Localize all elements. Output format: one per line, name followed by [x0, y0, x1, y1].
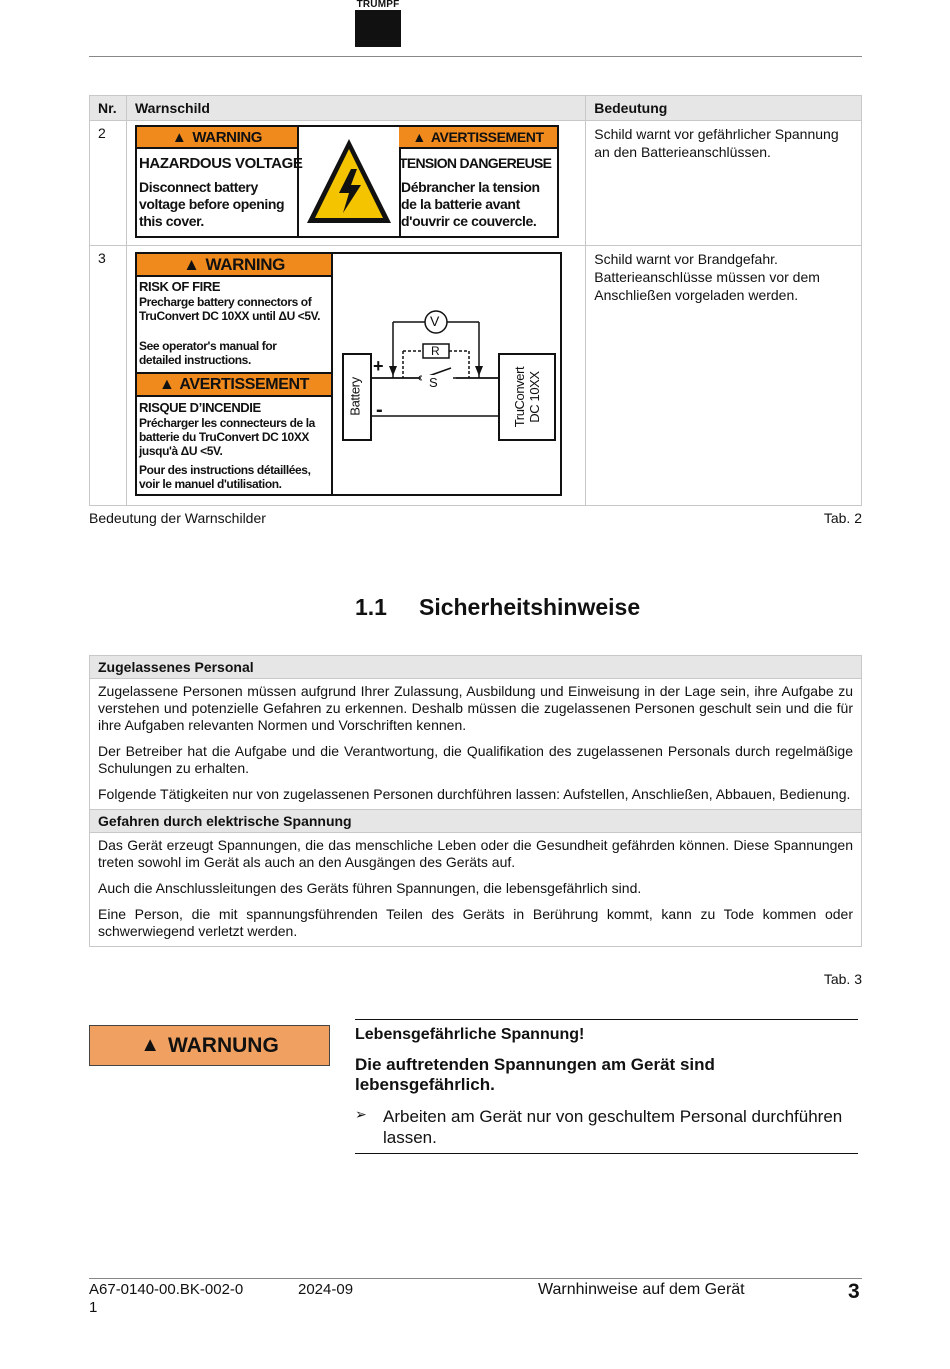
voltmeter-label: V	[430, 313, 439, 329]
footer-divider	[89, 1278, 862, 1279]
sign-fr-title-bar: ▲ AVERTISSEMENT	[399, 127, 557, 149]
hazardous-voltage-sign	[135, 125, 559, 238]
sign-en-heading: HAZARDOUS VOLTAGE	[139, 155, 303, 172]
switch-label: S	[429, 375, 438, 390]
trumpf-logo	[355, 10, 401, 47]
personal-text	[90, 679, 862, 810]
column-header-bedeutung: Bedeutung	[586, 96, 862, 121]
warning-action: Arbeiten am Gerät nur von geschultem Personal durchführen lassen.	[383, 1107, 843, 1147]
sign-fr-heading: TENSION DANGEREUSE	[399, 155, 552, 171]
precharge-diagram	[331, 254, 562, 494]
column-header-nr: Nr.	[90, 96, 127, 121]
minus-label: -	[376, 399, 383, 421]
warning-triangle-icon: ▲	[158, 375, 175, 393]
table3-number: Tab. 3	[823, 971, 862, 987]
chapter-title: Warnhinweise auf dem Gerät	[538, 1281, 745, 1298]
page-number: 3	[848, 1280, 860, 1303]
voltage-text	[90, 833, 862, 947]
warning-label: WARNUNG	[167, 1033, 279, 1057]
doc-number: A67-0140-00.BK-002-01	[89, 1281, 244, 1316]
resistor-label: R	[431, 344, 440, 358]
warning-subtitle: Die auftretenden Spannungen am Gerät sind lebensgefährlich.	[355, 1055, 715, 1094]
warning-top-rule	[355, 1019, 858, 1020]
section-heading	[355, 594, 640, 621]
device-label: TruConvert DC 10XX	[512, 366, 542, 428]
sign-en-text: Disconnect battery voltage before opening this cover.	[139, 179, 285, 229]
subheading-personal: Zugelassenes Personal	[90, 656, 862, 679]
sign-fr-text1: Précharger les connecteurs de la batterie du TruConvert DC 10XX jusqu'à ΔU <5V.	[139, 416, 315, 458]
sign-symbol-panel	[297, 127, 401, 236]
electric-hazard-icon	[299, 127, 399, 236]
trumpf-logo-text: TRUMPF	[356, 0, 400, 10]
safety-table	[89, 655, 862, 947]
row-meaning: Schild warnt vor gefährlicher Spannung an den Batterieanschlüssen.	[586, 121, 862, 246]
warning-triangle-icon: ▲	[183, 254, 200, 274]
risk-of-fire-sign	[135, 252, 562, 496]
column-header-warnschild: Warnschild	[126, 96, 585, 121]
subheading-voltage: Gefahren durch elektrische Spannung	[90, 810, 862, 833]
sign-en-title-bar: ▲ WARNING	[137, 254, 331, 277]
paragraph: Das Gerät erzeugt Spannungen, die das menschliche Leben oder die Gesundheit gefährden können. Diese Spannungen treten sowohl im Gerät als auch an den Ausgängen des Geräts auf.	[98, 837, 853, 870]
warning-title: Lebensgefährliche Spannung!	[355, 1026, 585, 1043]
table2-number: Tab. 2	[823, 510, 862, 526]
sign-fr-title-bar: ▲ AVERTISSEMENT	[137, 372, 331, 397]
warning-label-box	[89, 1025, 330, 1066]
header-divider	[89, 56, 862, 57]
sign-fr-text: Débrancher la tension de la batterie avant d'ouvrir ce couvercle.	[401, 179, 540, 229]
warning-triangle-icon: ▲	[140, 1034, 160, 1056]
row-number: 3	[90, 246, 127, 506]
plus-label: +	[373, 356, 384, 376]
paragraph: Eine Person, die mit spannungsführenden Teilen des Geräts in Berührung kommt, kann zu Tode kommen oder schwerwiegend verletzt werden.	[98, 906, 853, 939]
warning-triangle-icon: ▲	[171, 128, 187, 146]
warning-triangle-icon: ▲	[412, 129, 426, 145]
warning-bottom-rule	[355, 1153, 858, 1154]
sign-en-heading: RISK OF FIRE	[139, 279, 221, 294]
paragraph: Folgende Tätigkeiten nur von zugelassenen Personen durchführen lassen: Aufstellen, Anschließen, Abbauen, Bedienung.	[98, 786, 851, 802]
sign-en-text2: See operator's manual for detailed instructions.	[139, 339, 277, 367]
paragraph: Zugelassene Personen müssen aufgrund Ihrer Zulassung, Ausbildung und Einweisung in der Lage sein, ihre Aufgabe zu verstehen und potenzielle Gefahren zu erkennen. Deshalb müssen die zugelassenen Personen geschult sein und die für ihre Aufgaben relevanten Normen und Vorschriften kennen.	[98, 683, 853, 733]
sign-fr-text2: Pour des instructions détaillées, voir le manuel d'utilisation.	[139, 463, 311, 491]
section-title: Sicherheitshinweise	[418, 594, 641, 620]
sign-en-text1: Precharge battery connectors of TruConvert DC 10XX until ΔU <5V.	[139, 295, 321, 323]
row-number: 2	[90, 121, 127, 246]
sign-fr-heading: RISQUE D’INCENDIE	[139, 400, 261, 415]
paragraph: Auch die Anschlussleitungen des Geräts führen Spannungen, die lebensgefährlich sind.	[98, 880, 642, 896]
sign-en-title-bar: ▲ WARNING	[137, 127, 297, 149]
doc-date: 2024-09	[298, 1281, 354, 1298]
paragraph: Der Betreiber hat die Aufgabe und die Verantwortung, die Qualifikation des zugelassenen Personals durch regelmäßige Schulungen zu erhalten.	[98, 743, 853, 776]
bullet-arrow-icon: ➢	[355, 1106, 367, 1122]
battery-label: Battery	[347, 377, 363, 416]
table2-caption: Bedeutung der Warnschilder	[89, 510, 266, 526]
row-meaning: Schild warnt vor Brandgefahr. Batterieanschlüsse müssen vor dem Anschließen vorgeladen werden.	[586, 246, 862, 506]
section-number: 1.1	[355, 594, 387, 620]
